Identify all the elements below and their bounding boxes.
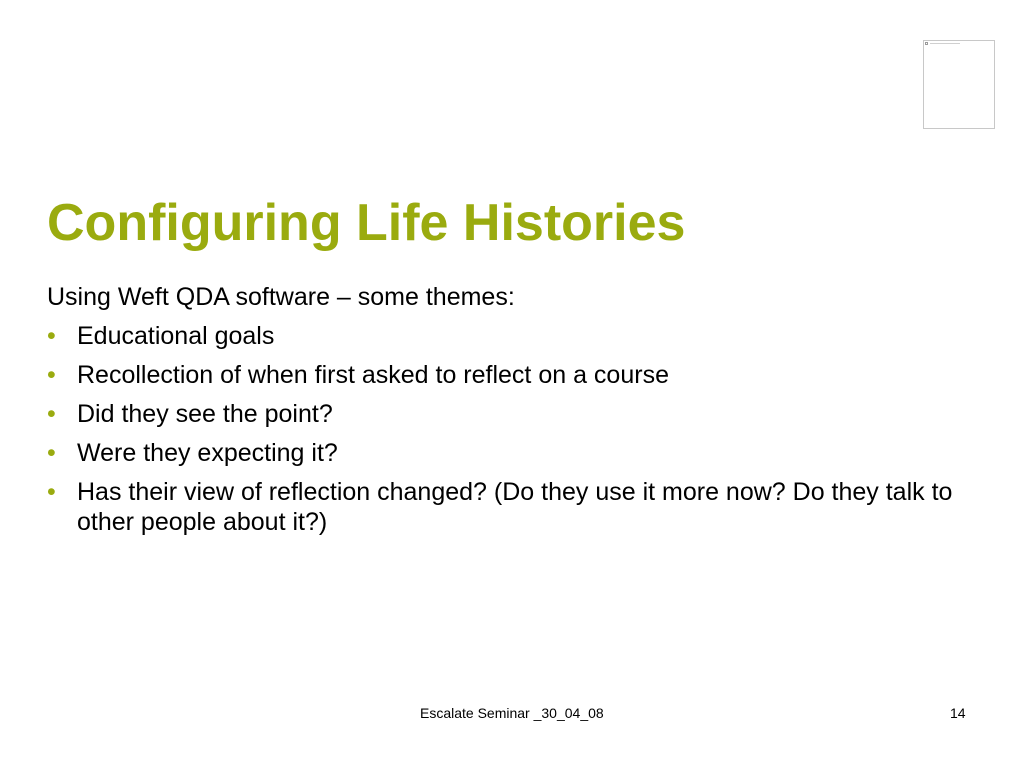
intro-text: Using Weft QDA software – some themes: [47, 283, 515, 311]
broken-image-icon [925, 42, 928, 45]
list-item [47, 360, 957, 390]
slide-body [47, 282, 957, 546]
list-item [47, 438, 957, 468]
list-item [47, 399, 957, 429]
bullet-icon: • [47, 439, 56, 467]
list-item-text: Educational goals [77, 322, 275, 350]
thumbnail-caption-line [930, 43, 960, 44]
bullet-icon: • [47, 478, 56, 506]
list-item [47, 477, 957, 537]
theme-list [47, 321, 957, 537]
page-number: 14 [950, 705, 966, 721]
footer-text: Escalate Seminar _30_04_08 [420, 705, 604, 721]
embedded-image-thumbnail [923, 40, 995, 129]
list-item-text: Were they expecting it? [77, 439, 338, 467]
list-item [47, 321, 957, 351]
slide-title: Configuring Life Histories [47, 194, 686, 252]
bullet-icon: • [47, 400, 56, 428]
list-item-text: Has their view of reflection changed? (Do they use it more now? Do they talk to other people about it?) [77, 478, 953, 536]
list-item-text: Did they see the point? [77, 400, 333, 428]
bullet-icon: • [47, 322, 56, 350]
bullet-icon: • [47, 361, 56, 389]
list-item-text: Recollection of when first asked to reflect on a course [77, 361, 669, 389]
